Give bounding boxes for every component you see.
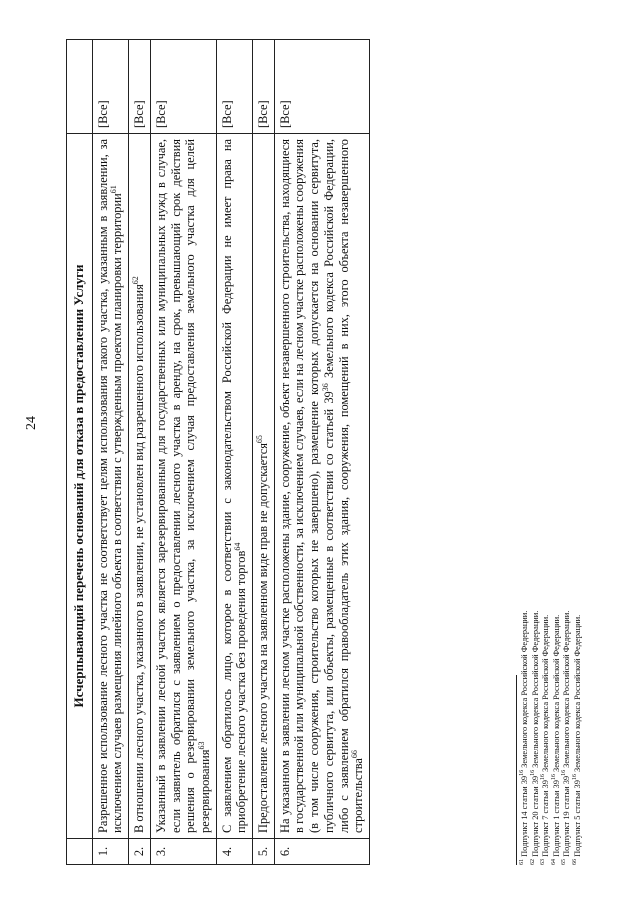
row-applicability: [Все] [253, 40, 275, 134]
footnote-ref: 62 [130, 276, 140, 285]
page-number: 24 [24, 416, 39, 430]
footnote-divider [516, 675, 517, 865]
footnote: $^{62}$ Подпункт 20 статьи $39^{16}$ Земельного кодекса Российской Федерации. [529, 610, 540, 865]
table-row [253, 40, 275, 865]
footnote: $^{61}$ Подпункт 14 статьи $39^{16}$ Земельного кодекса Российской Федерации. [519, 610, 529, 865]
row-text: На указанном в заявлении лесном участке расположены здание, сооружение, объект незавершенного строительства, находящиеся в государственной или муниципальной собственности, за исключением случаев, если на лесном участке расположены сооружения (в том числе сооружения, строительство которых не завершено), размещение которых допускается на основании сервитута, публичного сервитута, или объекты, размещенные в соответствии со статьей $39^{36}$ Земельного кодекса Российской Федерации, либо с заявлением обратился правообладатель этих здания, сооружения, помещений в них, этого объекта незавершенного строительства$^{66}$ [274, 134, 369, 839]
table-row [129, 40, 151, 865]
table-row [216, 40, 252, 865]
footnote: $^{64}$ Подпункт 1 статьи $39^{16}$ Земельного кодекса Российской Федерации. [550, 614, 561, 865]
footnote-ref: 65 [254, 435, 264, 444]
row-applicability: [Все] [216, 40, 252, 134]
row-number: 3. [150, 839, 216, 865]
table-row [92, 40, 128, 865]
row-number: 4. [216, 839, 252, 865]
row-number: 5. [253, 839, 275, 865]
row-number: 1. [92, 839, 128, 865]
row-applicability: [Все] [150, 40, 216, 134]
article-superscript: 36 [320, 383, 330, 392]
footnote-ref: 64 [233, 542, 243, 551]
row-number: 2. [129, 839, 151, 865]
footnote-ref: 61 [109, 185, 119, 194]
row-text: С заявлением обратилось лицо, которое в соответствии с законодательством Российской Федерации не имеет права на приобретение лесного участка без проведения торгов$^{64}$ [216, 134, 252, 839]
table-header-row [67, 40, 93, 865]
row-number: 6. [274, 839, 369, 865]
refusal-grounds-table [66, 39, 370, 865]
footnotes [516, 365, 584, 865]
table-row [150, 40, 216, 865]
footnote: $^{66}$ Подпункт 5 статьи $39^{16}$ Земельного кодекса Российской Федерации. [572, 614, 582, 865]
footnote-ref: 63 [196, 741, 206, 750]
row-text: В отношении лесного участка, указанного в заявлении, не установлен вид разрешенного использования$^{62}$ [129, 134, 151, 839]
footnote: $^{63}$ Подпункт 7 статьи $39^{16}$ Земельного кодекса Российской Федерации. [540, 614, 551, 865]
row-applicability: [Все] [274, 40, 369, 134]
row-text: Разрешенное использование лесного участка не соответствует целям использования такого участка, указанным в заявлении, за исключением случаев размещения линейного объекта в соответствии с утвержденным проектом планировки территории$^{61}$ [92, 134, 128, 839]
table-header: Исчерпывающий перечень оснований для отказа в предоставлении Услуги [67, 134, 93, 839]
row-applicability: [Все] [92, 40, 128, 134]
footnote-ref: 66 [350, 750, 360, 759]
table-header-who [67, 40, 93, 134]
table-header-num [67, 839, 93, 865]
footnote: $^{65}$ Подпункт 19 статьи $39^{16}$ Земельного кодекса Российской Федерации. [561, 610, 572, 865]
row-text: Предоставление лесного участка на заявленном виде прав не допускается$^{65}$ [253, 134, 275, 839]
row-text: Указанный в заявлении лесной участок является зарезервированным для государственных или муниципальных нужд в случае, если заявитель обратился с заявлением о предоставлении лесного участка в аренду, на срок, превышающий срок действия решения о резервировании земельного участка, за исключением случая предоставления земельного участка для целей резервирования$^{63}$ [150, 134, 216, 839]
table-row [274, 40, 369, 865]
row-applicability: [Все] [129, 40, 151, 134]
